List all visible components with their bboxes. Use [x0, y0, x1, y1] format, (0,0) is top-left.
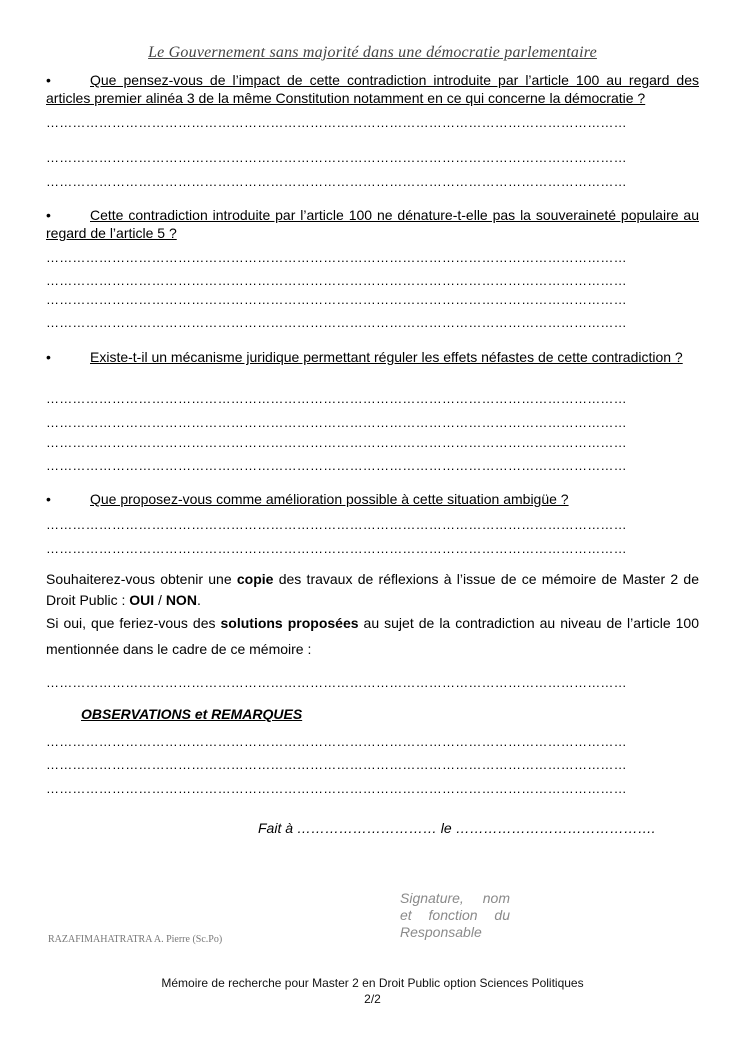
observation-line[interactable]: ……………………………………………………………………………………………………………………	[46, 757, 627, 772]
copy-request-text-1: Souhaiterez-vous obtenir une	[46, 571, 237, 587]
answer-line[interactable]: ……………………………………………………………………………………………………………………	[46, 541, 627, 556]
observations-title: OBSERVATIONS et REMARQUES	[81, 706, 303, 722]
answer-line[interactable]: ……………………………………………………………………………………………………………………	[46, 273, 627, 288]
question-1-text: Que pensez-vous de l’impact de cette contradiction introduite par l’article 100 au regard des articles premier alinéa 3 de la même Constitution notamment en ce qui concerne la démocratie ?	[46, 72, 699, 106]
solutions-request-paragraph	[46, 610, 699, 662]
answer-line[interactable]: ……………………………………………………………………………………………………………………	[46, 415, 627, 430]
answer-line[interactable]: ……………………………………………………………………………………………………………………	[46, 150, 627, 165]
copy-request-paragraph	[46, 569, 699, 611]
answer-line[interactable]: ……………………………………………………………………………………………………………………	[46, 292, 627, 307]
page-footer	[0, 975, 745, 1007]
non-option[interactable]: NON	[165, 592, 197, 608]
footer-memoire-title: Mémoire de recherche pour Master 2 en Droit Public option Sciences Politiques	[161, 976, 584, 990]
answer-line[interactable]: ……………………………………………………………………………………………………………………	[46, 435, 627, 450]
question-4	[46, 490, 699, 508]
question-2	[46, 206, 699, 242]
question-4-text: Que proposez-vous comme amélioration possible à cette situation ambigüe ?	[90, 491, 569, 507]
solutions-request-text-2: au sujet de la contradiction au niveau de l’article 100 mentionnée dans le cadre de ce mémoire :	[46, 615, 699, 657]
copy-request-copie: copie	[236, 571, 274, 587]
answer-line[interactable]: ……………………………………………………………………………………………………………………	[46, 391, 627, 406]
answer-line[interactable]: ……………………………………………………………………………………………………………………	[46, 675, 627, 690]
bullet-icon: •	[46, 207, 51, 223]
page-number: 2/2	[364, 992, 381, 1006]
fait-a-line[interactable]: Fait à ………………………… le …………………………………….	[258, 820, 656, 836]
bullet-icon: •	[46, 491, 51, 507]
bullet-icon: •	[46, 349, 51, 365]
copy-request-text-2: des travaux de réflexions à l’issue de ce mémoire de Master 2 de Droit Public :	[46, 571, 699, 608]
copy-request-end: .	[196, 592, 201, 608]
answer-line[interactable]: ……………………………………………………………………………………………………………………	[46, 458, 627, 473]
answer-line[interactable]: ……………………………………………………………………………………………………………………	[46, 115, 627, 130]
page-header-title: Le Gouvernement sans majorité dans une démocratie parlementaire	[148, 44, 597, 61]
question-1	[46, 71, 699, 107]
observation-line[interactable]: ……………………………………………………………………………………………………………………	[46, 781, 627, 796]
answer-line[interactable]: ……………………………………………………………………………………………………………………	[46, 517, 627, 532]
bullet-icon: •	[46, 72, 51, 88]
question-3	[46, 348, 699, 366]
solutions-request-bold: solutions proposées	[220, 615, 359, 631]
author-name: RAZAFIMAHATRATRA A. Pierre (Sc.Po)	[48, 934, 223, 945]
answer-line[interactable]: ……………………………………………………………………………………………………………………	[46, 315, 627, 330]
copy-request-slash: /	[154, 592, 166, 608]
question-2-text: Cette contradiction introduite par l’article 100 ne dénature-t-elle pas la souveraineté populaire au regard de l’article 5 ?	[46, 207, 699, 241]
answer-line[interactable]: ……………………………………………………………………………………………………………………	[46, 174, 627, 189]
signature-block: Signature, nom et fonction du Responsable	[400, 890, 510, 940]
oui-option[interactable]: OUI	[129, 592, 155, 608]
solutions-request-text-1: Si oui, que feriez-vous des	[46, 615, 221, 631]
question-3-text: Existe-t-il un mécanisme juridique permettant réguler les effets néfastes de cette contradiction ?	[90, 349, 683, 365]
answer-line[interactable]: ……………………………………………………………………………………………………………………	[46, 250, 627, 265]
observation-line[interactable]: ……………………………………………………………………………………………………………………	[46, 734, 627, 749]
